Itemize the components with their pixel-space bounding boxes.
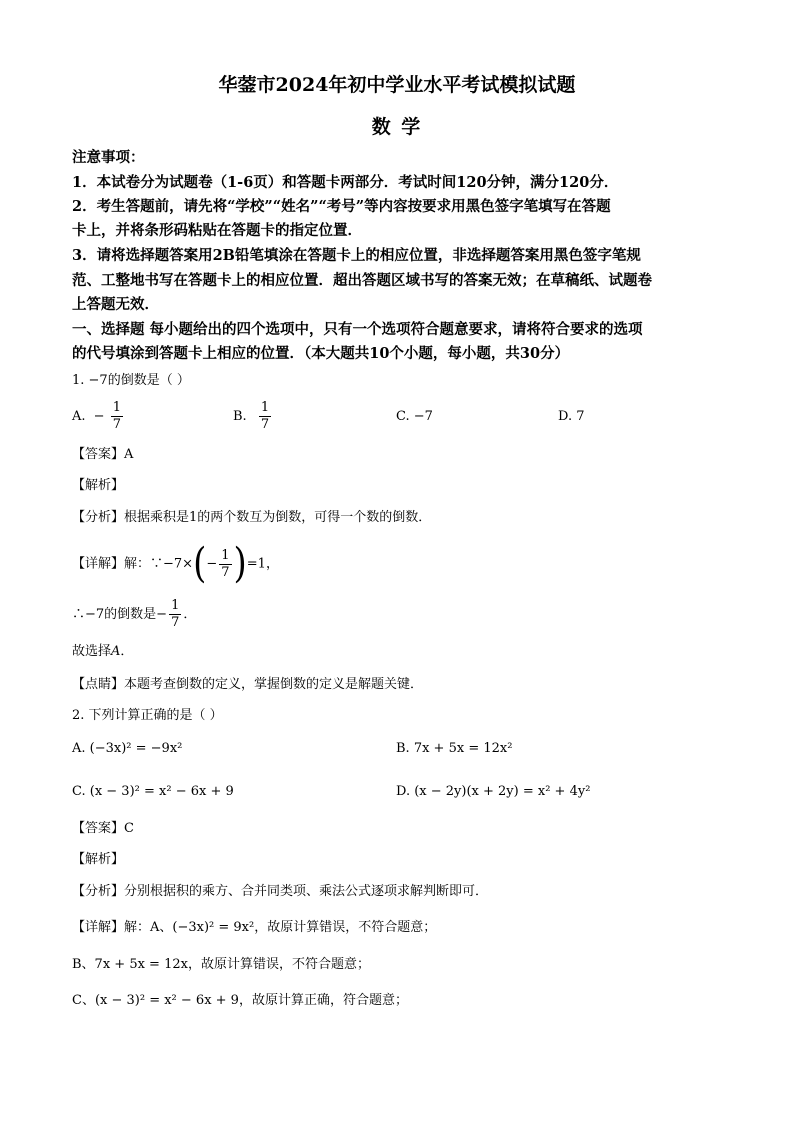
notice-1: 1．本试卷分为试题卷（1-6页）和答题卡两部分．考试时间120分钟，满分120分． <box>72 174 619 191</box>
q2-detail-b: B、7x + 5x = 12x，故原计算错误，不符合题意； <box>72 957 370 972</box>
notice-3b: 范、工整地书写在答题卡上的相应位置．超出答题区域书写的答案无效；在草稿纸、试题卷 <box>72 272 652 289</box>
fraction-denominator: 7 <box>171 615 180 630</box>
q1-detail-fraction <box>219 548 231 581</box>
q1-option-a-sign: − <box>93 409 105 424</box>
q1-fenxi: 【分析】根据乘积是1的两个数互为倒数，可得一个数的倒数． <box>72 510 432 525</box>
q1-analysis-heading: 【解析】 <box>72 478 125 493</box>
fraction-numerator: 1 <box>112 400 121 415</box>
q1-dianjing: 【点睛】本题考查倒数的定义，掌握倒数的定义是解题关键． <box>72 677 424 692</box>
q2-detail-a: 【详解】解：A、(−3x)² = 9x²，故原计算错误，不符合题意； <box>72 920 437 935</box>
q1-therefore <box>72 598 196 632</box>
q2-option-a: A. (−3x)² = −9x² <box>72 741 183 756</box>
q2-fenxi: 【分析】分别根据积的乘方、合并同类项、乘法公式逐项求解判断即可． <box>72 884 489 899</box>
fraction-denominator: 7 <box>260 417 270 432</box>
q2-option-b: B. 7x + 5x = 12x² <box>396 741 513 756</box>
q1-option-a-fraction <box>111 400 123 433</box>
q1-choose-text: 故选择 <box>72 644 112 659</box>
notice-3a: 3．请将选择题答案用2B铅笔填涂在答题卡上的相应位置，非选择题答案用黑色签字笔规 <box>72 247 641 264</box>
left-paren: ( <box>193 540 207 588</box>
q1-option-c: C. −7 <box>396 409 433 424</box>
q1-therefore-post: ． <box>183 607 197 622</box>
exam-title: 华蓥市2024年初中学业水平考试模拟试题 <box>218 74 576 96</box>
q1-therefore-pre: ∴−7的倒数是− <box>72 607 168 622</box>
q1-detail-sign: − <box>206 556 218 572</box>
q2-option-c: C. (x − 3)² = x² − 6x + 9 <box>72 784 234 799</box>
q1-choose-letter: A <box>111 644 121 659</box>
q2-option-d: D. (x − 2y)(x + 2y) = x² + 4y² <box>396 784 591 799</box>
right-paren: ) <box>233 540 247 588</box>
subject-title: 数 学 <box>371 116 423 138</box>
q1-detail <box>72 540 279 588</box>
fraction-numerator: 1 <box>260 400 270 415</box>
notice-2a: 2．考生答题前，请先将“学校”“姓名”“考号”等内容按要求用黑色签字笔填写在答题 <box>72 198 611 215</box>
q1-stem: 1. −7的倒数是（ ） <box>72 373 190 388</box>
q1-option-a-label: A. <box>72 409 86 424</box>
fraction-denominator: 7 <box>221 564 230 580</box>
q2-stem: 2. 下列计算正确的是（ ） <box>72 708 223 723</box>
q1-option-a <box>72 400 125 433</box>
q1-choose-end: ． <box>120 644 134 659</box>
notice-3c: 上答题无效． <box>72 296 159 313</box>
q1-option-b-label: B. <box>233 409 247 424</box>
q1-detail-post: =1， <box>246 556 279 572</box>
q1-option-d: D. 7 <box>558 409 585 424</box>
q2-answer: 【答案】C <box>72 821 134 836</box>
section-1-line-b: 的代号填涂到答题卡上相应的位置．（本大题共10个小题，每小题，共30分） <box>72 345 570 362</box>
fraction-numerator: 1 <box>221 547 230 563</box>
q1-choose <box>72 642 133 662</box>
q2-detail-c: C、(x − 3)² = x² − 6x + 9，故原计算正确，符合题意； <box>72 993 408 1008</box>
fraction-numerator: 1 <box>171 598 180 613</box>
q1-detail-pre: 【详解】解：∵−7× <box>72 556 194 572</box>
fraction-denominator: 7 <box>112 417 121 432</box>
notice-heading: 注意事项： <box>72 149 145 166</box>
q1-answer: 【答案】A <box>72 447 134 462</box>
q1-therefore-fraction <box>169 598 181 631</box>
q1-option-b <box>233 400 273 433</box>
q1-option-b-fraction <box>259 400 271 433</box>
notice-2b: 卡上，并将条形码粘贴在答题卡的指定位置． <box>72 222 362 239</box>
section-1-line-a: 一、选择题 每小题给出的四个选项中，只有一个选项符合题意要求，请将符合要求的选项 <box>72 321 643 338</box>
q2-analysis-heading: 【解析】 <box>72 852 125 867</box>
